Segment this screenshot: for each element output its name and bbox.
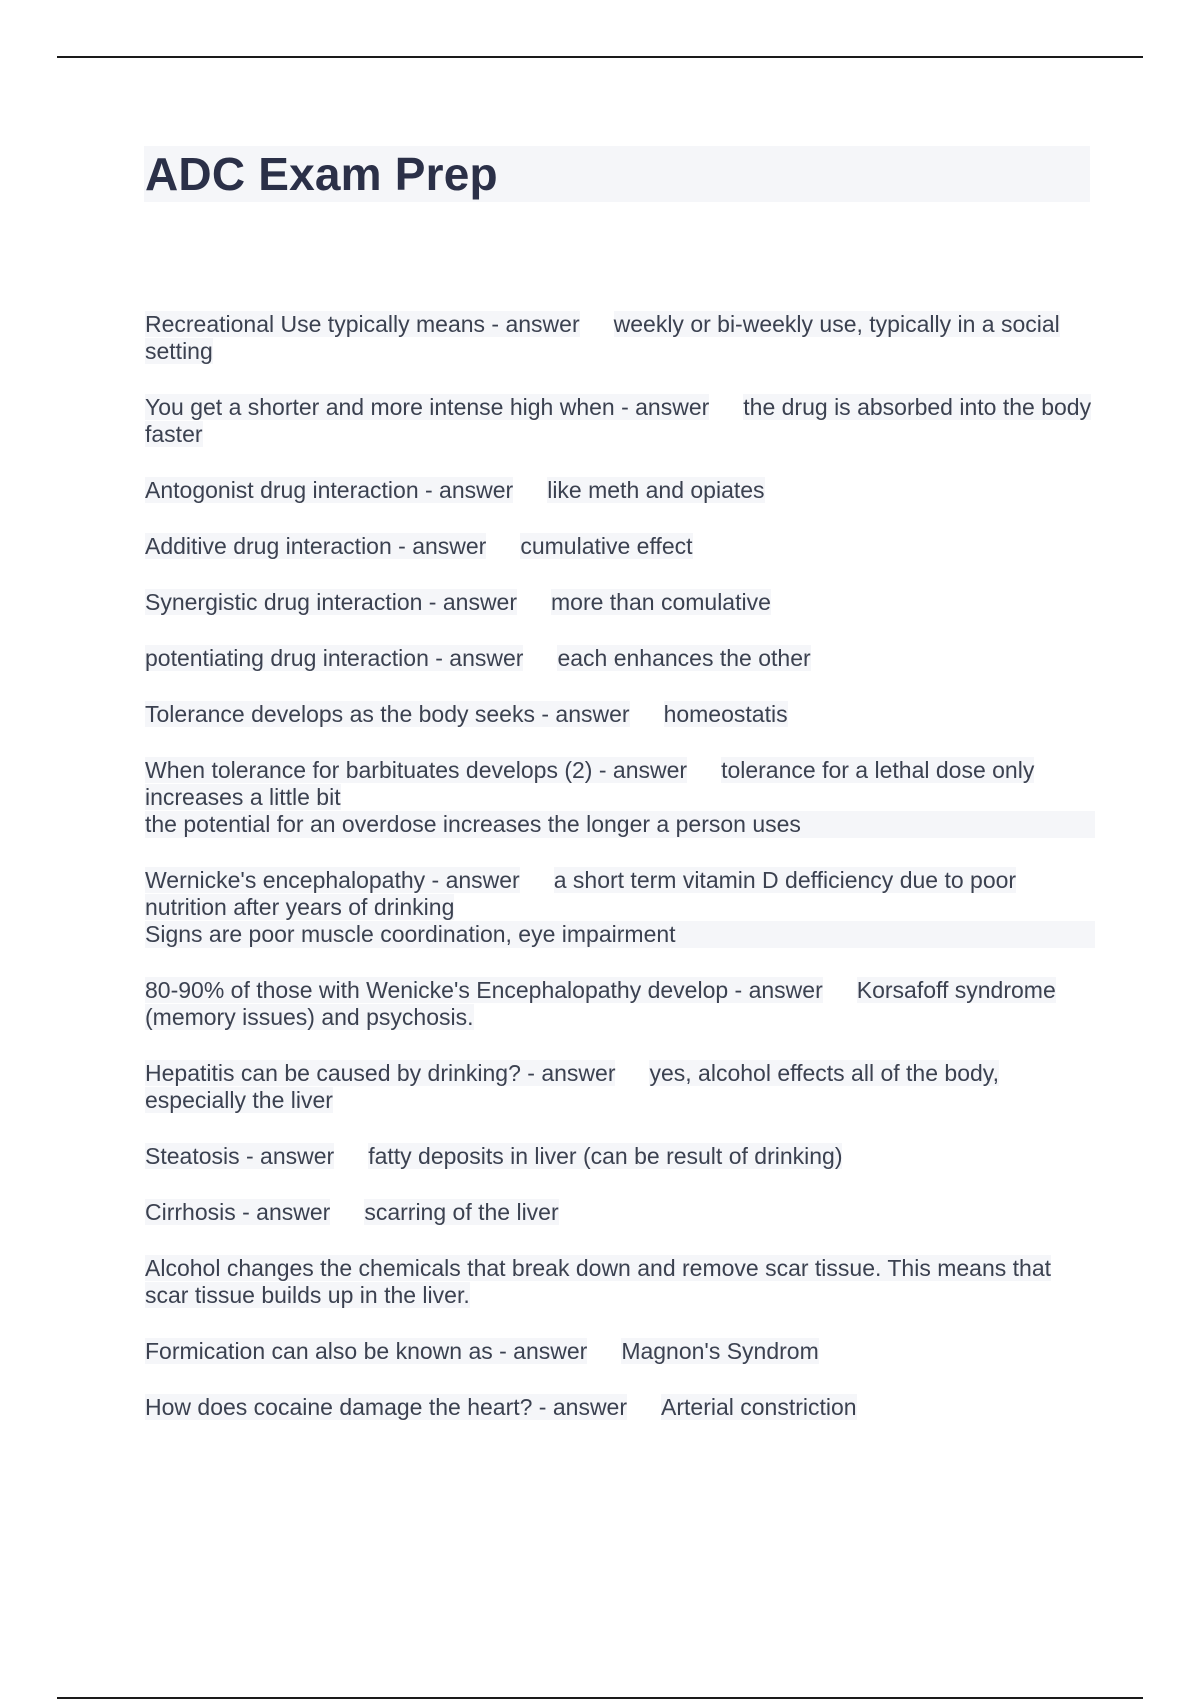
flashcard-item <box>145 311 1095 365</box>
flashcard-item <box>145 867 1095 948</box>
flashcard-answer: fatty deposits in liver (can be result of drinking) <box>368 1143 843 1169</box>
flashcard-term: Additive drug interaction - answer <box>145 533 487 559</box>
flashcard-answer: weekly or bi-weekly use, typically in a social setting <box>145 311 1060 364</box>
flashcard-term: Hepatitis can be caused by drinking? - answer <box>145 1060 616 1086</box>
flashcard-term: 80-90% of those with Wenicke's Encephalopathy develop - answer <box>145 977 823 1003</box>
flashcard-item <box>145 1338 1095 1365</box>
flashcard-answer: more than comulative <box>551 589 771 615</box>
flashcard-item <box>145 477 1095 504</box>
flashcard-list <box>145 311 1095 1450</box>
flashcard-term: Formication can also be known as - answer <box>145 1338 588 1364</box>
flashcard-item <box>145 645 1095 672</box>
flashcard-answer-extra: the potential for an overdose increases the longer a person uses <box>145 811 1095 838</box>
flashcard-answer: Magnon's Syndrom <box>621 1338 819 1364</box>
flashcard-term: potentiating drug interaction - answer <box>145 645 524 671</box>
flashcard-term: When tolerance for barbituates develops (2) - answer <box>145 757 688 783</box>
flashcard-answer-extra: Signs are poor muscle coordination, eye impairment <box>145 921 1095 948</box>
flashcard-item <box>145 1143 1095 1170</box>
flashcard-term: You get a shorter and more intense high when - answer <box>145 394 710 420</box>
flashcard-answer: a short term vitamin D defficiency due to poor nutrition after years of drinking <box>145 867 1017 920</box>
flashcard-item <box>145 757 1095 838</box>
flashcard-answer: tolerance for a lethal dose only increases a little bit <box>145 757 1035 810</box>
flashcard-term: Recreational Use typically means - answer <box>145 311 580 337</box>
flashcard-term: Antogonist drug interaction - answer <box>145 477 514 503</box>
flashcard-term: Alcohol changes the chemicals that break down and remove scar tissue. This means that scar tissue builds up in the liver. <box>145 1255 1051 1308</box>
flashcard-item <box>145 1060 1095 1114</box>
flashcard-item <box>145 977 1095 1031</box>
page-title: ADC Exam Prep <box>145 148 498 200</box>
flashcard-item <box>145 1199 1095 1226</box>
flashcard-item <box>145 533 1095 560</box>
flashcard-answer: each enhances the other <box>557 645 811 671</box>
bottom-rule <box>57 1697 1143 1699</box>
flashcard-answer: Korsafoff syndrome (memory issues) and psychosis. <box>145 977 1056 1030</box>
flashcard-term: Steatosis - answer <box>145 1143 335 1169</box>
flashcard-term: How does cocaine damage the heart? - answer <box>145 1394 628 1420</box>
flashcard-answer: the drug is absorbed into the body faster <box>145 394 1092 447</box>
flashcard-term: Wernicke's encephalopathy - answer <box>145 867 520 893</box>
top-rule <box>57 56 1143 58</box>
flashcard-item <box>145 589 1095 616</box>
flashcard-item <box>145 701 1095 728</box>
flashcard-answer: yes, alcohol effects all of the body, especially the liver <box>145 1060 999 1113</box>
flashcard-item <box>145 394 1095 448</box>
flashcard-answer: cumulative effect <box>520 533 693 559</box>
flashcard-answer: Arterial constriction <box>661 1394 857 1420</box>
flashcard-answer: homeostatis <box>663 701 788 727</box>
flashcard-item <box>145 1255 1095 1309</box>
flashcard-item <box>145 1394 1095 1421</box>
flashcard-term: Synergistic drug interaction - answer <box>145 589 517 615</box>
flashcard-answer: like meth and opiates <box>547 477 765 503</box>
flashcard-term: Cirrhosis - answer <box>145 1199 331 1225</box>
flashcard-term: Tolerance develops as the body seeks - answer <box>145 701 630 727</box>
flashcard-answer: scarring of the liver <box>364 1199 559 1225</box>
